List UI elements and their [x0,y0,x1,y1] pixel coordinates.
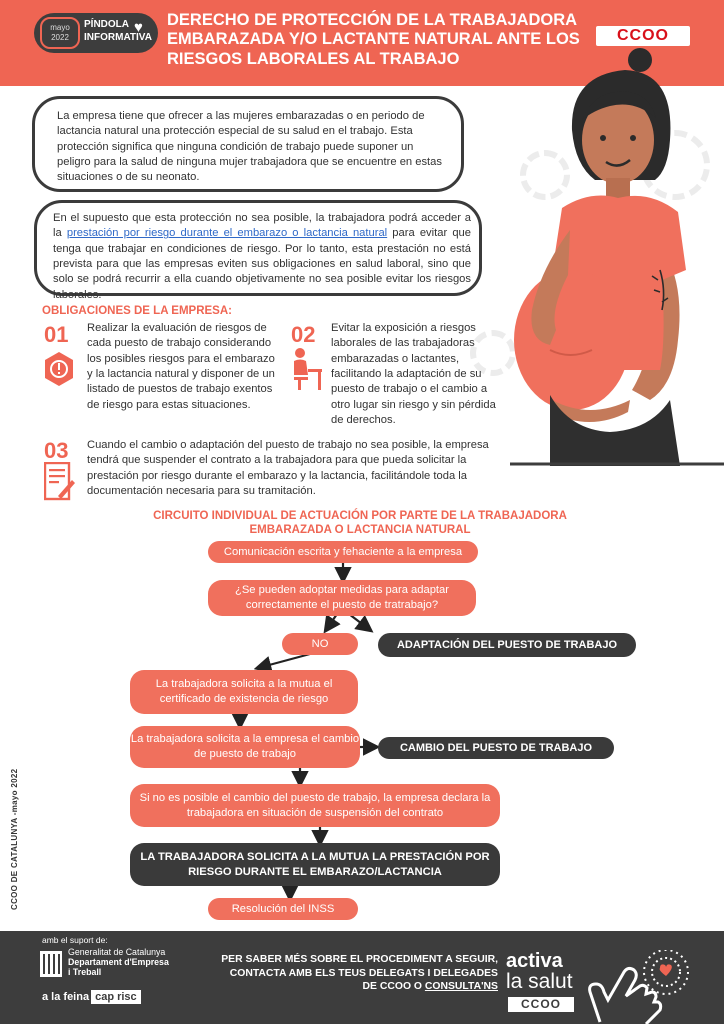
badge-title: PÍNDOLA INFORMATIVA [84,19,152,43]
support-label: amb el suport de: [42,935,108,945]
page-title: DERECHO DE PROTECCIÓN DE LA TRABAJADORA EMBARAZADA Y/O LACTANTE NATURAL ANTE LOS RIESGOS LABORALES AL TRABAJO [167,11,580,68]
generalitat-line-2: Departament d'Empresa [68,956,169,967]
flow-outcome-adaptation: ADAPTACIÓN DEL PUESTO DE TRABAJO [378,633,636,657]
item-number-03: 03 [44,438,69,463]
intro-box-2-text-pre: En el supuesto que esta protección no sea posible, la trabajadora podrá acceder a la [53,212,471,240]
salut-label: la salut [506,970,573,993]
item-number-01: 01 [44,322,69,347]
badge-year: 2022 [51,33,69,42]
intro-box-2-text-post: para evitar que tenga que trabajar en condiciones de riesgo. Por lo tanto, esta prestación no está prevista para que las empresas eviten sus obligaciones en salud laboral, sino que solo se podrá recurrir a ella cuando objetivamente no sea posible evitar los riesgos laborales. [53,227,471,301]
flow-step-request-benefit: LA TRABAJADORA SOLICITA A LA MUTUA LA PRESTACIÓN POR RIESGO DURANTE EL EMBARAZO/LACTANCIA [130,843,500,886]
consultans-link[interactable]: CONSULTA'NS [424,981,498,993]
intro-box-1: La empresa tiene que ofrecer a las mujeres embarazadas o en periodo de lactancia natural una protección especial de su salud en el trabajo. Esta protección significa que ninguna condición de trabajo puede suponer un peligro para la salud de ninguna mujer trabajadora que se encuentre en estas situaciones o de su neonato. [32,96,464,192]
flow-step-resolution: Resolución del INSS [208,898,358,920]
flow-no: NO [282,633,358,655]
benefit-link[interactable]: prestación por riesgo durante el embarazo o lactancia natural [66,227,388,240]
flow-step-communication: Comunicación escrita y fehaciente a la empresa [208,541,478,563]
feina-cap-risc-logo [42,990,141,1004]
obligations-title: OBLIGACIONES DE LA EMPRESA: [42,305,232,317]
flow-step-suspension: Si no es posible el cambio del puesto de trabajo, la empresa declara la trabajadora en situación de suspensión del contrato [130,784,500,827]
flow-title: CIRCUITO INDIVIDUAL DE ACTUACIÓN POR PARTE DE LA TRABAJADORA EMBARAZADA O LACTANCIA NATURAL [153,510,567,536]
flow-step-question: ¿Se pueden adoptar medidas para adaptar correctamente el puesto de tratrabajo? [208,580,476,616]
badge-month: mayo [50,23,70,32]
generalitat-label [68,948,169,978]
flow-step-request-change: La trabajadora solicita a la empresa el cambio de puesto de trabajo [130,726,360,768]
generalitat-line-1: Generalitat de Catalunya [68,947,166,957]
flow-outcome-change: CAMBIO DEL PUESTO DE TRABAJO [378,737,614,759]
generalitat-logo-icon [40,951,62,977]
contact-message [220,953,498,994]
obligation-text-03: Cuando el cambio o adaptación del puesto de trabajo no sea posible, la empresa tendrá que suspender el contrato a la trabajadora para que pueda solicitar la prestación por riesgo durante el embarazo y la lactancia, facilitándole toda la documentación necesaria para su tramitación. [87,439,489,498]
ccoo-logo: CCOO [596,26,690,46]
heart-icon: ♥ [134,19,143,36]
activa-label: activa [506,950,563,972]
contact-message-text: PER SABER MÉS SOBRE EL PROCEDIMENT A SEGUIR, CONTACTA AMB ELS TEUS DELEGATS I DELEGADES DE CCOO O [221,954,498,993]
feina-text: a la feina [42,991,90,1003]
cap-risc-text: cap risc [91,990,141,1004]
pointing-hand-icon [580,950,700,1024]
item-number-02: 02 [291,322,316,347]
generalitat-line-3: i Treball [68,966,102,977]
obligation-text-02: Evitar la exposición a riesgos laborales de las trabajadoras embarazadas o lactantes, facilitando la adaptación de su puesto de trabajo o el cambio a otro lugar sin riesgo y sin pérdida de derechos. [331,322,496,427]
side-credit: CCOO DE CATALUNYA -mayo 2022 [10,768,19,910]
flow-step-mutua-certificate: La trabajadora solicita a la mutua el certificado de existencia de riesgo [130,670,358,714]
ccoo-footer-logo: CCOO [508,997,574,1012]
obligation-text-01: Realizar la evaluación de riesgos de cada puesto de trabajo considerando los posibles riesgos para el embarazo y la lactancia natural y disponer de un listado de puestos de trabajo exentos de riesgo para estas situaciones. [87,322,275,411]
